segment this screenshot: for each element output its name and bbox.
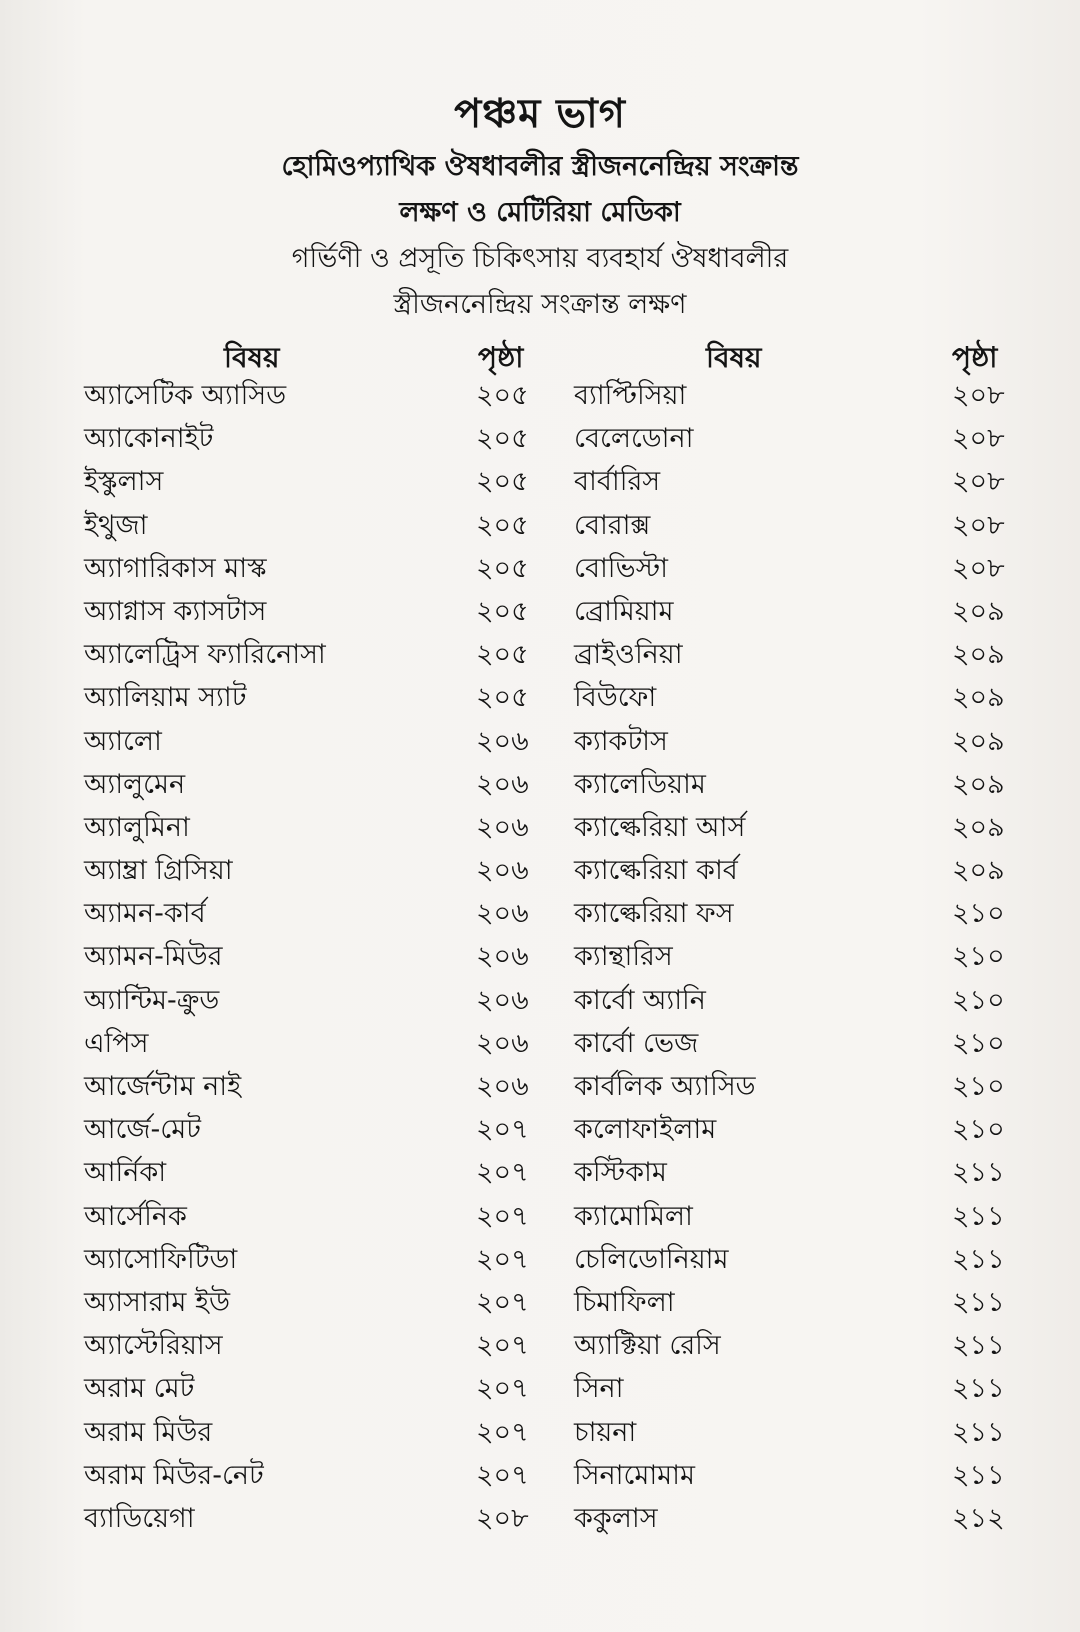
subject-left: এপিস bbox=[84, 1027, 149, 1059]
page-right: ২০৮ bbox=[952, 423, 1005, 455]
column-header-subject-right: বিষয় bbox=[706, 341, 762, 374]
page-left: ২০৬ bbox=[476, 811, 529, 843]
page-right: ২১১ bbox=[952, 1200, 1005, 1232]
subtitle-line-2: লক্ষণ ও মেটিরিয়া মেডিকা bbox=[399, 197, 681, 228]
subject-right: ক্যান্থারিস bbox=[574, 941, 673, 973]
subject-left: অ্যালিয়াম স্যাট bbox=[84, 682, 247, 714]
page-right: ২১০ bbox=[952, 1114, 1005, 1146]
index-row bbox=[0, 633, 1080, 676]
page-right: ২১১ bbox=[952, 1157, 1005, 1189]
page-left: ২০৭ bbox=[476, 1114, 529, 1146]
page-right: ২১১ bbox=[952, 1286, 1005, 1318]
subject-left: আর্জে-মেট bbox=[84, 1114, 201, 1146]
subject-right: বোভিস্টা bbox=[574, 552, 668, 584]
subject-right: ব্রোমিয়াম bbox=[574, 595, 674, 627]
page-right: ২০৮ bbox=[952, 509, 1005, 541]
index-row bbox=[0, 935, 1080, 978]
subject-right: ক্যাল্কেরিয়া কার্ব bbox=[574, 855, 738, 887]
index-row bbox=[0, 1151, 1080, 1194]
page-left: ২০৬ bbox=[476, 941, 529, 973]
subject-left: আর্জেন্টাম নাই bbox=[84, 1071, 242, 1102]
index-row bbox=[0, 1022, 1080, 1065]
page-left: ২০৭ bbox=[476, 1200, 529, 1232]
page-right: ২০৯ bbox=[952, 595, 1005, 627]
subtitle-line-1: হোমিওপ্যাথিক ঔষধাবলীর স্ত্রীজননেন্দ্রিয় সংক্রান্ত bbox=[281, 151, 799, 182]
subject-right: ক্যাল্কেরিয়া ফস bbox=[574, 898, 734, 930]
subject-left: অ্যালুমিনা bbox=[84, 811, 190, 843]
index-row bbox=[0, 590, 1080, 633]
subject-left: আর্সেনিক bbox=[84, 1200, 187, 1232]
subject-right: ক্যাল্কেরিয়া আর্স bbox=[574, 811, 746, 843]
subject-right: বোরাক্স bbox=[574, 509, 651, 541]
page-right: ২১২ bbox=[952, 1502, 1005, 1534]
subject-right: বিউফো bbox=[574, 682, 657, 714]
subject-left: অরাম মেট bbox=[84, 1373, 195, 1405]
column-header-subject-left: বিষয় bbox=[224, 341, 280, 374]
subject-right: ক্যামোমিলা bbox=[574, 1200, 693, 1232]
subject-right: কস্টিকাম bbox=[574, 1157, 667, 1189]
subject-left: অ্যাসারাম ইউ bbox=[84, 1286, 231, 1318]
page-left: ২০৭ bbox=[476, 1286, 529, 1318]
index-table bbox=[0, 374, 1080, 1540]
subject-right: ব্যাপ্টিসিয়া bbox=[574, 380, 687, 411]
subject-right: ব্রাইওনিয়া bbox=[574, 639, 683, 671]
page-left: ২০৭ bbox=[476, 1243, 529, 1275]
page-left: ২০৮ bbox=[476, 1502, 529, 1534]
page-title: পঞ্চম ভাগ bbox=[454, 91, 626, 137]
page-left: ২০৫ bbox=[476, 595, 529, 627]
index-row bbox=[0, 1065, 1080, 1108]
index-row bbox=[0, 1454, 1080, 1497]
page-left: ২০৬ bbox=[476, 984, 529, 1016]
index-row bbox=[0, 676, 1080, 719]
index-row bbox=[0, 1497, 1080, 1540]
index-row bbox=[0, 979, 1080, 1022]
index-row bbox=[0, 763, 1080, 806]
index-row bbox=[0, 504, 1080, 547]
column-header-page-left: পৃষ্ঠা bbox=[478, 341, 524, 374]
subject-left: অ্যাগারিকাস মাস্ক bbox=[84, 552, 267, 584]
subject-left: অ্যাকোনাইট bbox=[84, 423, 214, 455]
page-right: ২০৮ bbox=[952, 466, 1005, 498]
page-right: ২১০ bbox=[952, 1027, 1005, 1059]
index-row bbox=[0, 1195, 1080, 1238]
page-left: ২০৭ bbox=[476, 1416, 529, 1448]
page-left: ২০৭ bbox=[476, 1157, 529, 1189]
index-row bbox=[0, 1411, 1080, 1454]
index-row bbox=[0, 417, 1080, 460]
subject-right: ক্যালেডিয়াম bbox=[574, 768, 706, 800]
subject-right: চায়না bbox=[574, 1416, 637, 1448]
subject-right: চিমাফিলা bbox=[574, 1286, 675, 1318]
index-row bbox=[0, 374, 1080, 417]
page-left: ২০৫ bbox=[476, 682, 529, 714]
page-right: ২০৮ bbox=[952, 380, 1005, 411]
subject-left: অ্যাস্টেরিয়াস bbox=[84, 1330, 223, 1362]
page-left: ২০৫ bbox=[476, 639, 529, 671]
page-left: ২০৫ bbox=[476, 380, 529, 411]
index-row bbox=[0, 849, 1080, 892]
index-row bbox=[0, 1281, 1080, 1324]
index-row bbox=[0, 1367, 1080, 1410]
subject-left: অরাম মিউর-নেট bbox=[84, 1459, 264, 1491]
column-header-page-right: পৃষ্ঠা bbox=[952, 341, 998, 374]
page-right: ২০৯ bbox=[952, 811, 1005, 843]
page-left: ২০৭ bbox=[476, 1459, 529, 1491]
page-left: ২০৬ bbox=[476, 855, 529, 887]
page-right: ২০৯ bbox=[952, 768, 1005, 800]
subject-left: ইস্কুলাস bbox=[84, 466, 164, 498]
subject-right: বেলেডোনা bbox=[574, 423, 694, 455]
subject-left: অ্যামন-মিউর bbox=[84, 941, 223, 973]
subject-right: ক্যাকটাস bbox=[574, 725, 668, 757]
subject-left: অ্যাসেটিক অ্যাসিড bbox=[84, 380, 287, 411]
page-left: ২০৬ bbox=[476, 898, 529, 930]
index-row bbox=[0, 1324, 1080, 1367]
page-left: ২০৫ bbox=[476, 466, 529, 498]
page-right: ২১১ bbox=[952, 1459, 1005, 1491]
subject-right: চেলিডোনিয়াম bbox=[574, 1243, 729, 1275]
page-right: ২১০ bbox=[952, 1071, 1005, 1102]
subject-right: ককুলাস bbox=[574, 1502, 658, 1534]
page-left: ২০৫ bbox=[476, 509, 529, 541]
subject-left: অরাম মিউর bbox=[84, 1416, 213, 1448]
page-right: ২০৯ bbox=[952, 639, 1005, 671]
page-right: ২০৮ bbox=[952, 552, 1005, 584]
page-left: ২০৫ bbox=[476, 552, 529, 584]
index-row bbox=[0, 1238, 1080, 1281]
subject-right: কার্বলিক অ্যাসিড bbox=[574, 1071, 756, 1102]
page-right: ২১১ bbox=[952, 1243, 1005, 1275]
page-left: ২০৭ bbox=[476, 1373, 529, 1405]
page-right: ২১০ bbox=[952, 984, 1005, 1016]
index-row bbox=[0, 547, 1080, 590]
page-right: ২১১ bbox=[952, 1373, 1005, 1405]
page-right: ২০৯ bbox=[952, 682, 1005, 714]
subject-right: কলোফাইলাম bbox=[574, 1114, 717, 1146]
subtitle-line-3: গর্ভিণী ও প্রসূতি চিকিৎসায় ব্যবহার্য ঔষধাবলীর bbox=[291, 243, 789, 274]
page-right: ২০৯ bbox=[952, 725, 1005, 757]
subject-left: ব্যাডিয়েগা bbox=[84, 1502, 195, 1534]
page-left: ২০৬ bbox=[476, 768, 529, 800]
subject-left: অ্যাম্ব্রা গ্রিসিয়া bbox=[84, 855, 233, 887]
page-left: ২০৬ bbox=[476, 725, 529, 757]
subject-left: অ্যালুমেন bbox=[84, 768, 186, 800]
index-row bbox=[0, 1108, 1080, 1151]
page-left: ২০৬ bbox=[476, 1071, 529, 1102]
index-row bbox=[0, 460, 1080, 503]
page-right: ২১১ bbox=[952, 1416, 1005, 1448]
page-left: ২০৭ bbox=[476, 1330, 529, 1362]
index-row bbox=[0, 892, 1080, 935]
subject-left: অ্যামন-কার্ব bbox=[84, 898, 206, 930]
subject-right: সিনামোমাম bbox=[574, 1459, 695, 1491]
subject-left: আর্নিকা bbox=[84, 1157, 167, 1189]
subject-left: ইথুজা bbox=[84, 509, 148, 541]
subject-right: অ্যাক্টিয়া রেসি bbox=[574, 1330, 721, 1362]
page-left: ২০৬ bbox=[476, 1027, 529, 1059]
page-right: ২০৯ bbox=[952, 855, 1005, 887]
subtitle-line-4: স্ত্রীজননেন্দ্রিয় সংক্রান্ত লক্ষণ bbox=[393, 289, 687, 320]
index-row bbox=[0, 720, 1080, 763]
page-right: ২১১ bbox=[952, 1330, 1005, 1362]
subject-right: কার্বো অ্যানি bbox=[574, 984, 706, 1016]
subject-left: অ্যাগ্নাস ক্যাসটাস bbox=[84, 595, 267, 627]
page-right: ২১০ bbox=[952, 941, 1005, 973]
subject-left: অ্যালো bbox=[84, 725, 162, 757]
subject-right: বার্বারিস bbox=[574, 466, 661, 498]
subject-left: অ্যান্টিম-ক্রুড bbox=[84, 984, 220, 1016]
page-right: ২১০ bbox=[952, 898, 1005, 930]
subject-left: অ্যালেট্রিস ফ্যারিনোসা bbox=[84, 639, 326, 671]
subject-right: সিনা bbox=[574, 1373, 624, 1405]
index-row bbox=[0, 806, 1080, 849]
page-left: ২০৫ bbox=[476, 423, 529, 455]
subject-right: কার্বো ভেজ bbox=[574, 1027, 699, 1059]
subject-left: অ্যাসোফিটিডা bbox=[84, 1243, 238, 1275]
